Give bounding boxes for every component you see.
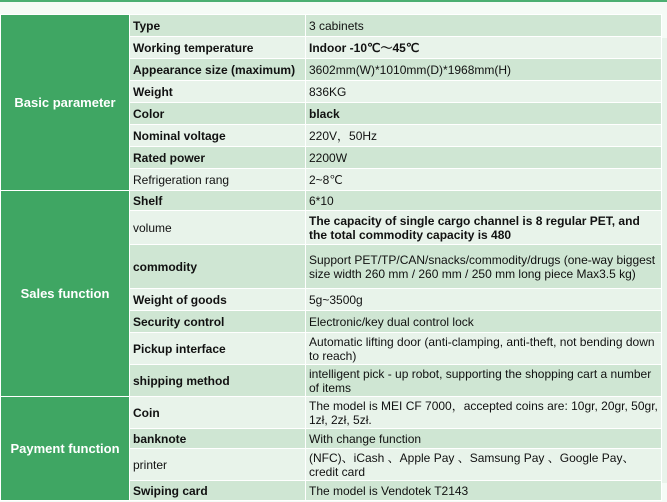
- row-key: Weight: [130, 81, 306, 103]
- row-key: Coin: [130, 397, 306, 429]
- row-value: (NFC)、iCash 、Apple Pay 、Samsung Pay 、Google Pay、credit card: [306, 449, 662, 481]
- row-key: commodity: [130, 245, 306, 289]
- spec-table: [0, 14, 662, 501]
- row-key: Security control: [130, 311, 306, 333]
- row-key: Shelf: [130, 191, 306, 211]
- top-divider: [0, 0, 667, 2]
- row-value: 220V，50Hz: [306, 125, 662, 147]
- row-value: 5g~3500g: [306, 289, 662, 311]
- row-key: Type: [130, 15, 306, 37]
- row-value: 3602mm(W)*1010mm(D)*1968mm(H): [306, 59, 662, 81]
- row-key: Weight of goods: [130, 289, 306, 311]
- row-value: 6*10: [306, 191, 662, 211]
- section-title-basic-parameter: Basic parameter: [1, 15, 130, 191]
- row-key: printer: [130, 449, 306, 481]
- row-value: With change function: [306, 429, 662, 449]
- row-value: Electronic/key dual control lock: [306, 311, 662, 333]
- row-value: Support PET/TP/CAN/snacks/commodity/drugs (one-way biggest size width 260 mm / 260 mm / 250 mm long piece Max3.5 kg): [306, 245, 662, 289]
- table-row: [1, 15, 662, 37]
- table-row: [1, 397, 662, 429]
- row-value: The model is Vendotek T2143: [306, 481, 662, 501]
- row-key: Rated power: [130, 147, 306, 169]
- row-value: The model is MEI CF 7000，accepted coins are: 10gr, 20gr, 50gr, 1zł, 2zł, 5zł.: [306, 397, 662, 429]
- row-value: 2200W: [306, 147, 662, 169]
- row-value: Automatic lifting door (anti-clamping, anti-theft, not bending down to reach): [306, 333, 662, 365]
- section-title-sales-function: Sales function: [1, 191, 130, 397]
- row-key: Appearance size (maximum): [130, 59, 306, 81]
- row-key: volume: [130, 211, 306, 245]
- section-title-payment-function: Payment function: [1, 397, 130, 501]
- table-row: [1, 191, 662, 211]
- row-value: Indoor -10℃～45℃: [306, 37, 662, 59]
- row-value: The capacity of single cargo channel is 8 regular PET, and the total commodity capacity is 480: [306, 211, 662, 245]
- row-key: Swiping card: [130, 481, 306, 501]
- row-key: shipping method: [130, 365, 306, 397]
- row-key: Refrigeration rang: [130, 169, 306, 191]
- row-key: Nominal voltage: [130, 125, 306, 147]
- row-value: black: [306, 103, 662, 125]
- row-value: intelligent pick - up robot, supporting the shopping cart a number of items: [306, 365, 662, 397]
- row-key: Color: [130, 103, 306, 125]
- row-key: Working temperature: [130, 37, 306, 59]
- row-key: Pickup interface: [130, 333, 306, 365]
- row-value: 2~8℃: [306, 169, 662, 191]
- row-key: banknote: [130, 429, 306, 449]
- row-value: 3 cabinets: [306, 15, 662, 37]
- row-value: 836KG: [306, 81, 662, 103]
